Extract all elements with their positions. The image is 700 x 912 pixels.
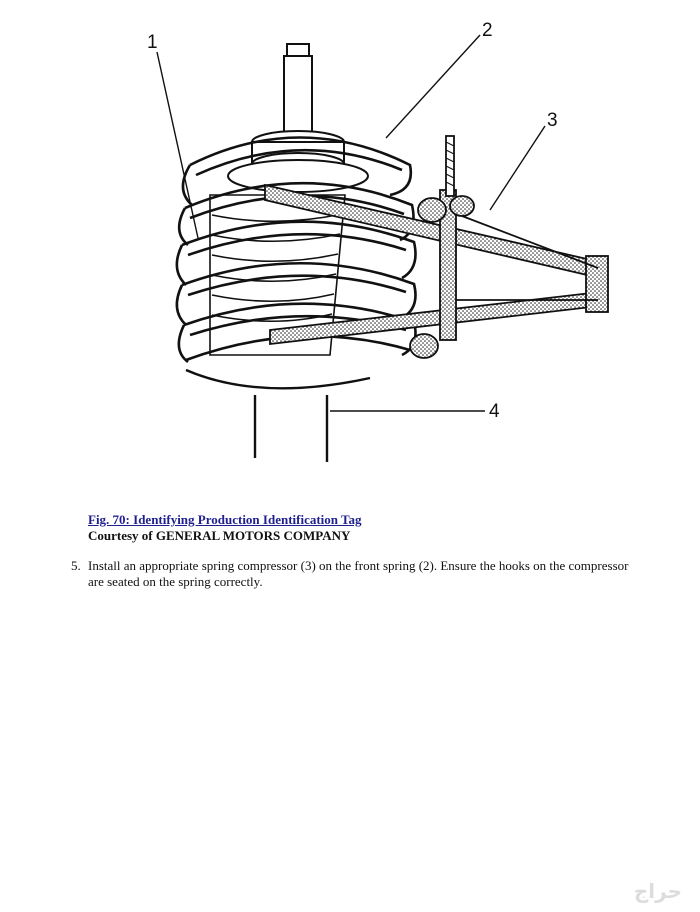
callout-3: 3 <box>547 110 558 131</box>
lower-spring-seat <box>186 370 370 388</box>
figure-credit: Courtesy of GENERAL MOTORS COMPANY <box>88 528 351 543</box>
procedure-step <box>71 558 631 590</box>
figure-link[interactable]: Fig. 70: Identifying Production Identification Tag <box>88 512 362 527</box>
watermark-logo <box>532 876 692 906</box>
step-number: 5. <box>71 558 81 573</box>
callout-4: 4 <box>489 401 500 422</box>
callout-1: 1 <box>147 32 158 53</box>
step-text: Install an appropriate spring compressor (3) on the front spring (2). Ensure the hooks on the compressor are seated on the spring correctly. <box>88 558 629 589</box>
watermark-text: حراج <box>633 879 682 903</box>
upper-strut-mount <box>228 44 368 192</box>
figure-caption <box>88 512 362 544</box>
callout-2: 2 <box>482 20 493 41</box>
shock-tube <box>255 395 327 462</box>
